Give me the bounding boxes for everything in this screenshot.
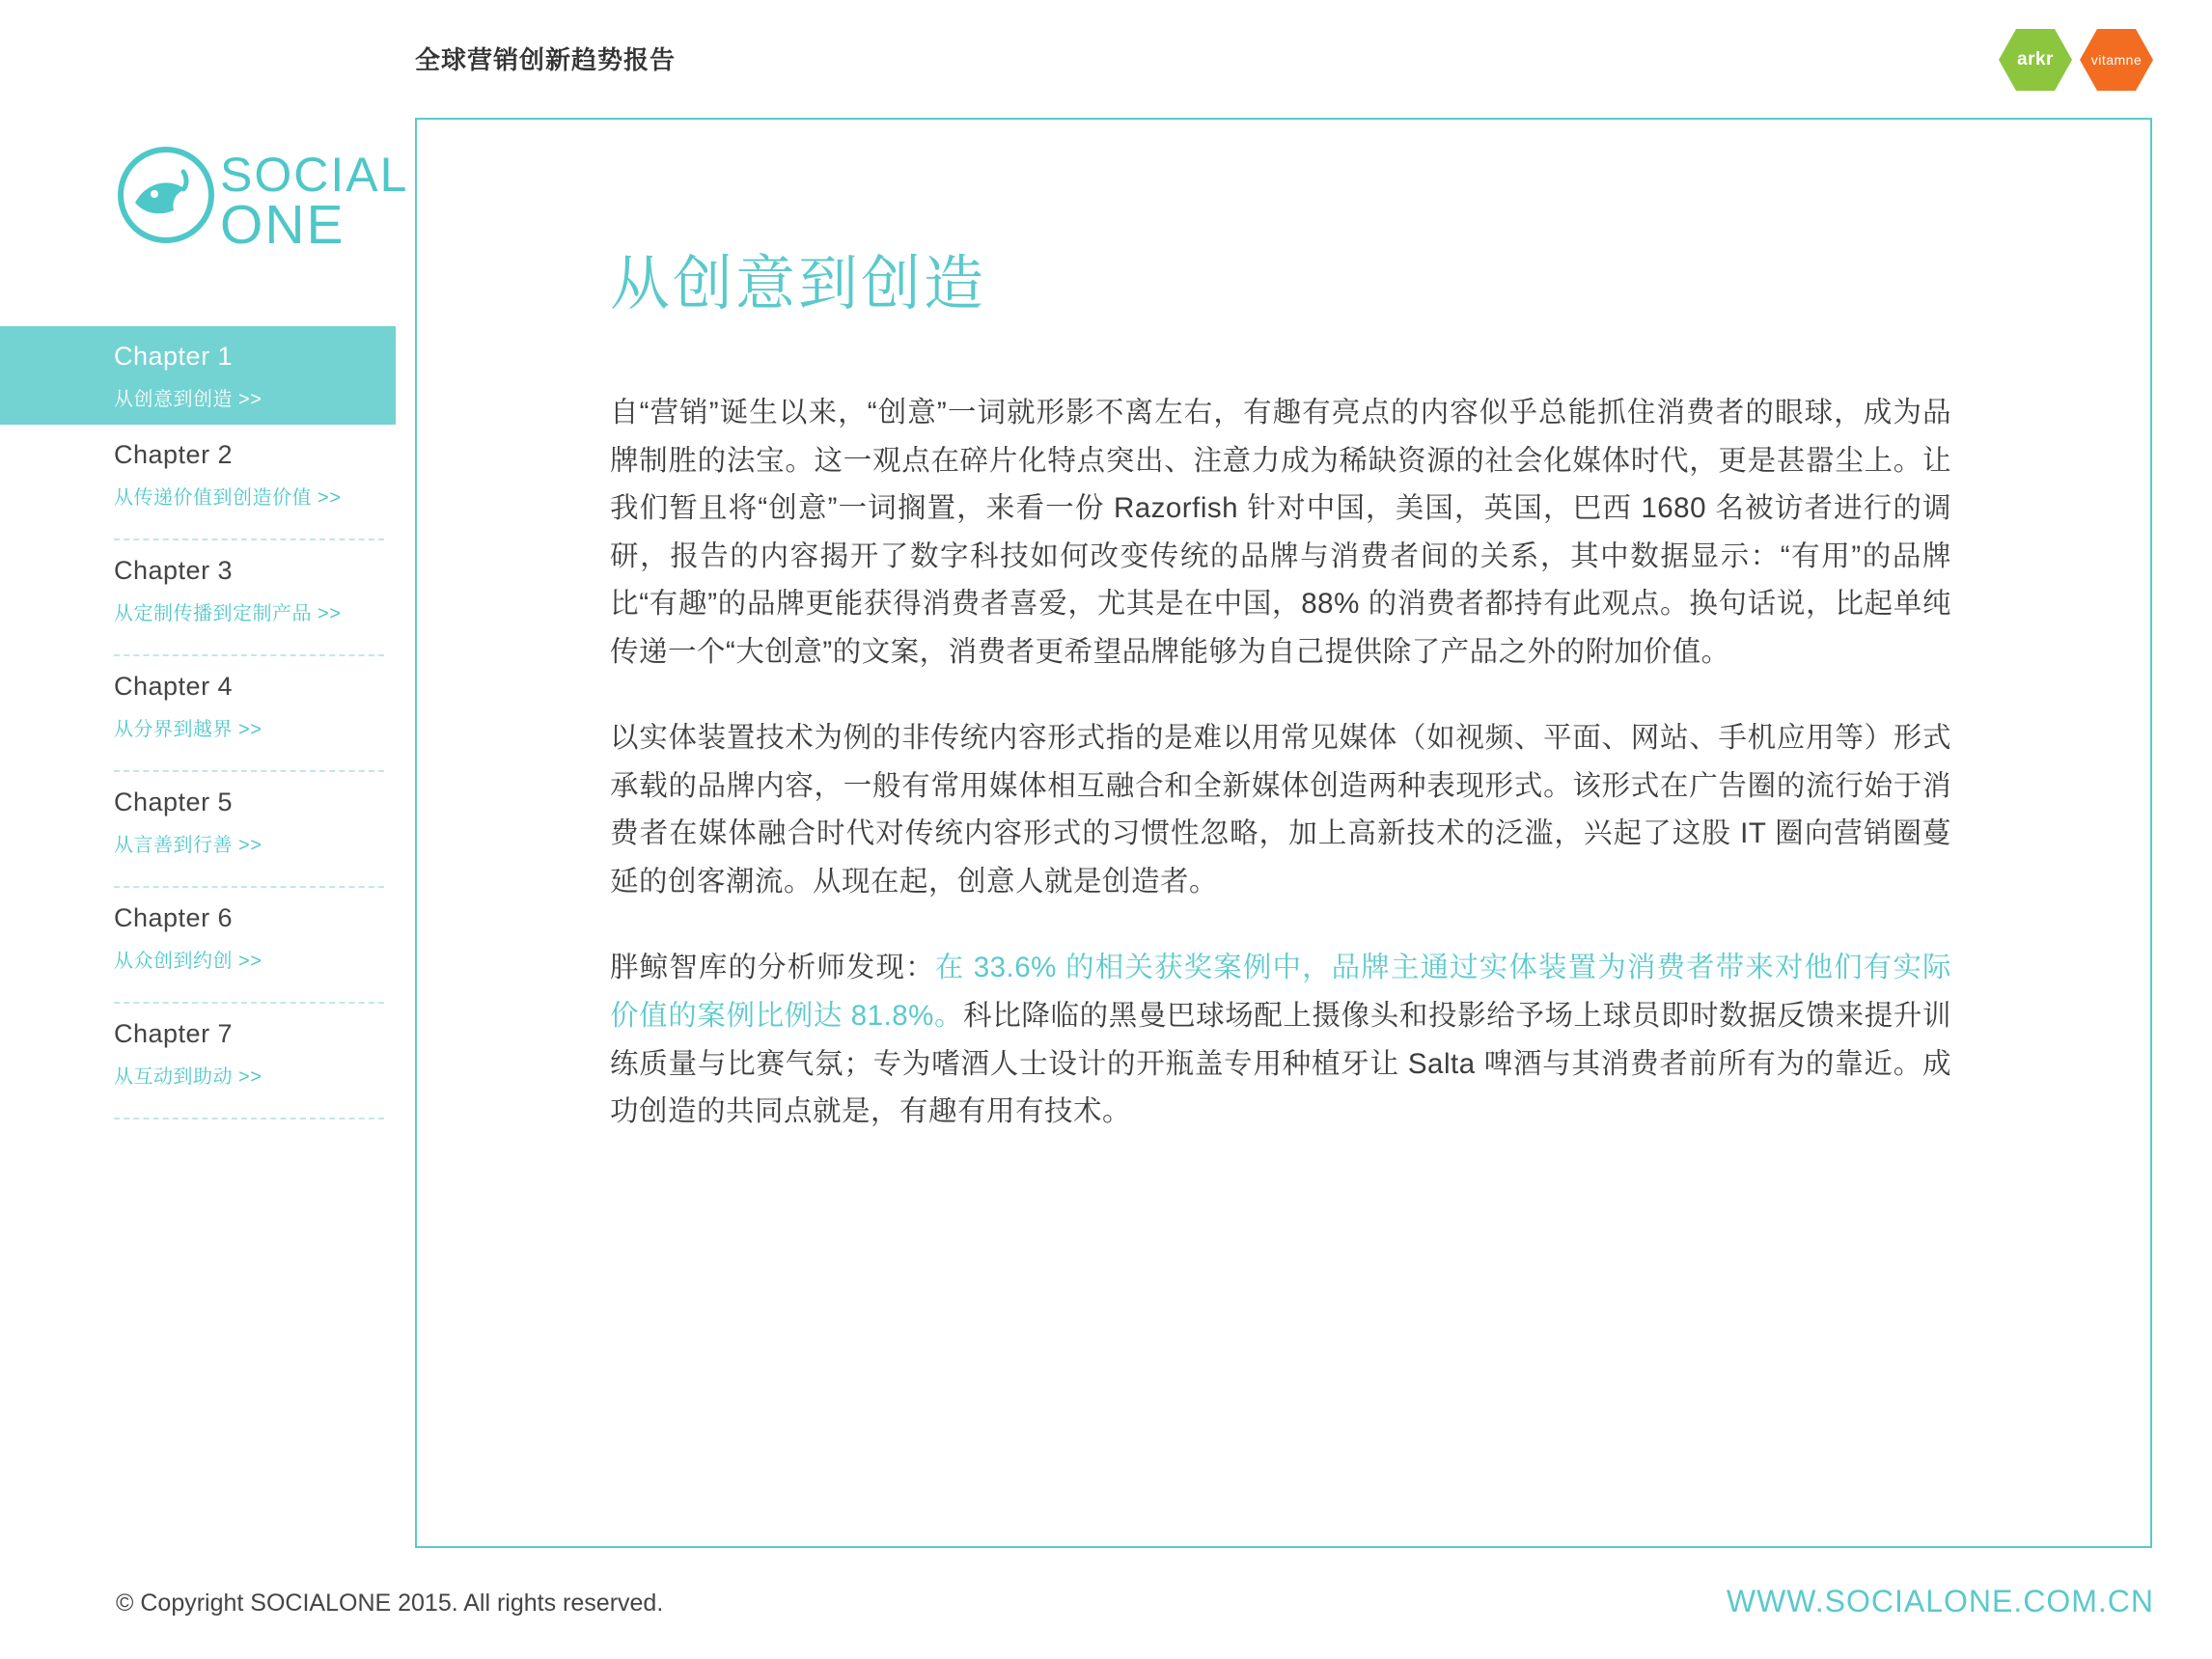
sidebar [0,114,409,1542]
chapter-4-title: Chapter 4 [114,672,234,701]
whale-circle-icon [116,143,217,244]
paragraph-3 [610,944,1951,1135]
website-url[interactable]: WWW.SOCIALONE.COM.CN [1726,1584,2154,1618]
chapter-2-subtitle: 从传递价值到创造价值 >> [114,487,342,509]
sidebar-item-chapter-4[interactable] [0,656,396,755]
chapter-divider [114,1118,384,1120]
logo-line-2: ONE [220,194,346,256]
chapter-5-subtitle: 从言善到行善 >> [114,835,263,856]
paragraph-3-lead: 胖鲸智库的分析师发现： [610,952,935,984]
chapter-4-subtitle: 从分界到越界 >> [114,719,263,740]
logo-line-1: SOCIAL [220,148,409,202]
content-body [610,235,1951,1175]
chapter-6-title: Chapter 6 [114,903,234,932]
chapter-2-title: Chapter 2 [114,440,234,469]
sidebar-item-chapter-1[interactable] [0,326,396,425]
paragraph-3-highlight: 在 33.6% 的相关获奖案例中，品牌主通过实体装置为消费者带来对他们有实际价值的案例比例达 81.8%。 [610,952,1951,1033]
chapter-3-title: Chapter 3 [114,556,234,585]
report-title: 全球营销创新趋势报告 [415,45,677,74]
chapter-7-title: Chapter 7 [114,1019,234,1048]
chapter-nav [0,326,396,1120]
paragraph-3-tail: 科比降临的黑曼巴球场配上摄像头和投影给予场上球员即时数据反馈来提升训练质量与比赛气氛；专为嗜酒人士设计的开瓶盖专用种植牙让 Salta 啤酒与其消费者前所有为的靠近。成功创造的共同点就是，有趣有用有技术。 [610,1000,1951,1128]
socialone-logo [116,143,409,256]
sidebar-item-chapter-7[interactable] [0,1004,396,1102]
sidebar-item-chapter-6[interactable] [0,888,396,986]
sidebar-item-chapter-5[interactable] [0,772,396,871]
vitamne-logo-icon [2079,27,2154,93]
content-panel [415,118,2152,1548]
arkr-logo-icon [1998,27,2073,93]
paragraph-1: 自“营销”诞生以来，“创意”一词就形影不离左右，有趣有亮点的内容似乎总能抓住消费者的眼球，成为品牌制胜的法宝。这一观点在碎片化特点突出、注意力成为稀缺资源的社会化媒体时代，更是甚嚣尘上。让我们暂且将“创意”一词搁置，来看一份 Razorfish 针对中国，美国，英国，巴西 1680 名被访者进行的调研，报告的内容揭开了数字科技如何改变传统的品牌与消费者间的关系，其中数据显示：“有用”的品牌比“有趣”的品牌更能获得消费者喜爱，尤其是在中国，88% 的消费者都持有此观点。换句话说，比起单纯传递一个“大创意”的文案，消费者更希望品牌能够为自己提供除了产品之外的附加价值。 [610,397,1951,668]
chapter-5-title: Chapter 5 [114,788,234,816]
chapter-1-subtitle: 从创意到创造 >> [114,389,263,410]
chapter-7-subtitle: 从互动到助动 >> [114,1066,263,1088]
paragraph-2: 以实体装置技术为例的非传统内容形式指的是难以用常见媒体（如视频、平面、网站、手机应用等）形式承载的品牌内容，一般有常用媒体相互融合和全新媒体创造两种表现形式。该形式在广告圈的流行始于消费者在媒体融合时代对传统内容形式的习惯性忽略，加上高新技术的泛滥，兴起了这股 IT 圈向营销圈蔓延的创客潮流。从现在起，创意人就是创造者。 [610,722,1951,898]
sidebar-item-chapter-2[interactable] [0,425,396,523]
page-footer [0,1553,2212,1659]
copyright-text: © Copyright SOCIALONE 2015. All rights reserved. [116,1590,664,1617]
chapter-6-subtitle: 从众创到约创 >> [114,951,263,972]
vitamne-logo-label: vitamne [2090,52,2143,68]
chapter-3-subtitle: 从定制传播到定制产品 >> [114,603,342,624]
page-header [0,0,2212,114]
page-title: 从创意到创造 [610,251,987,318]
brand-logo-group [1998,27,2154,93]
chapter-1-title: Chapter 1 [114,342,234,371]
arkr-logo-label: arkr [2017,49,2054,69]
sidebar-item-chapter-3[interactable] [0,540,396,639]
